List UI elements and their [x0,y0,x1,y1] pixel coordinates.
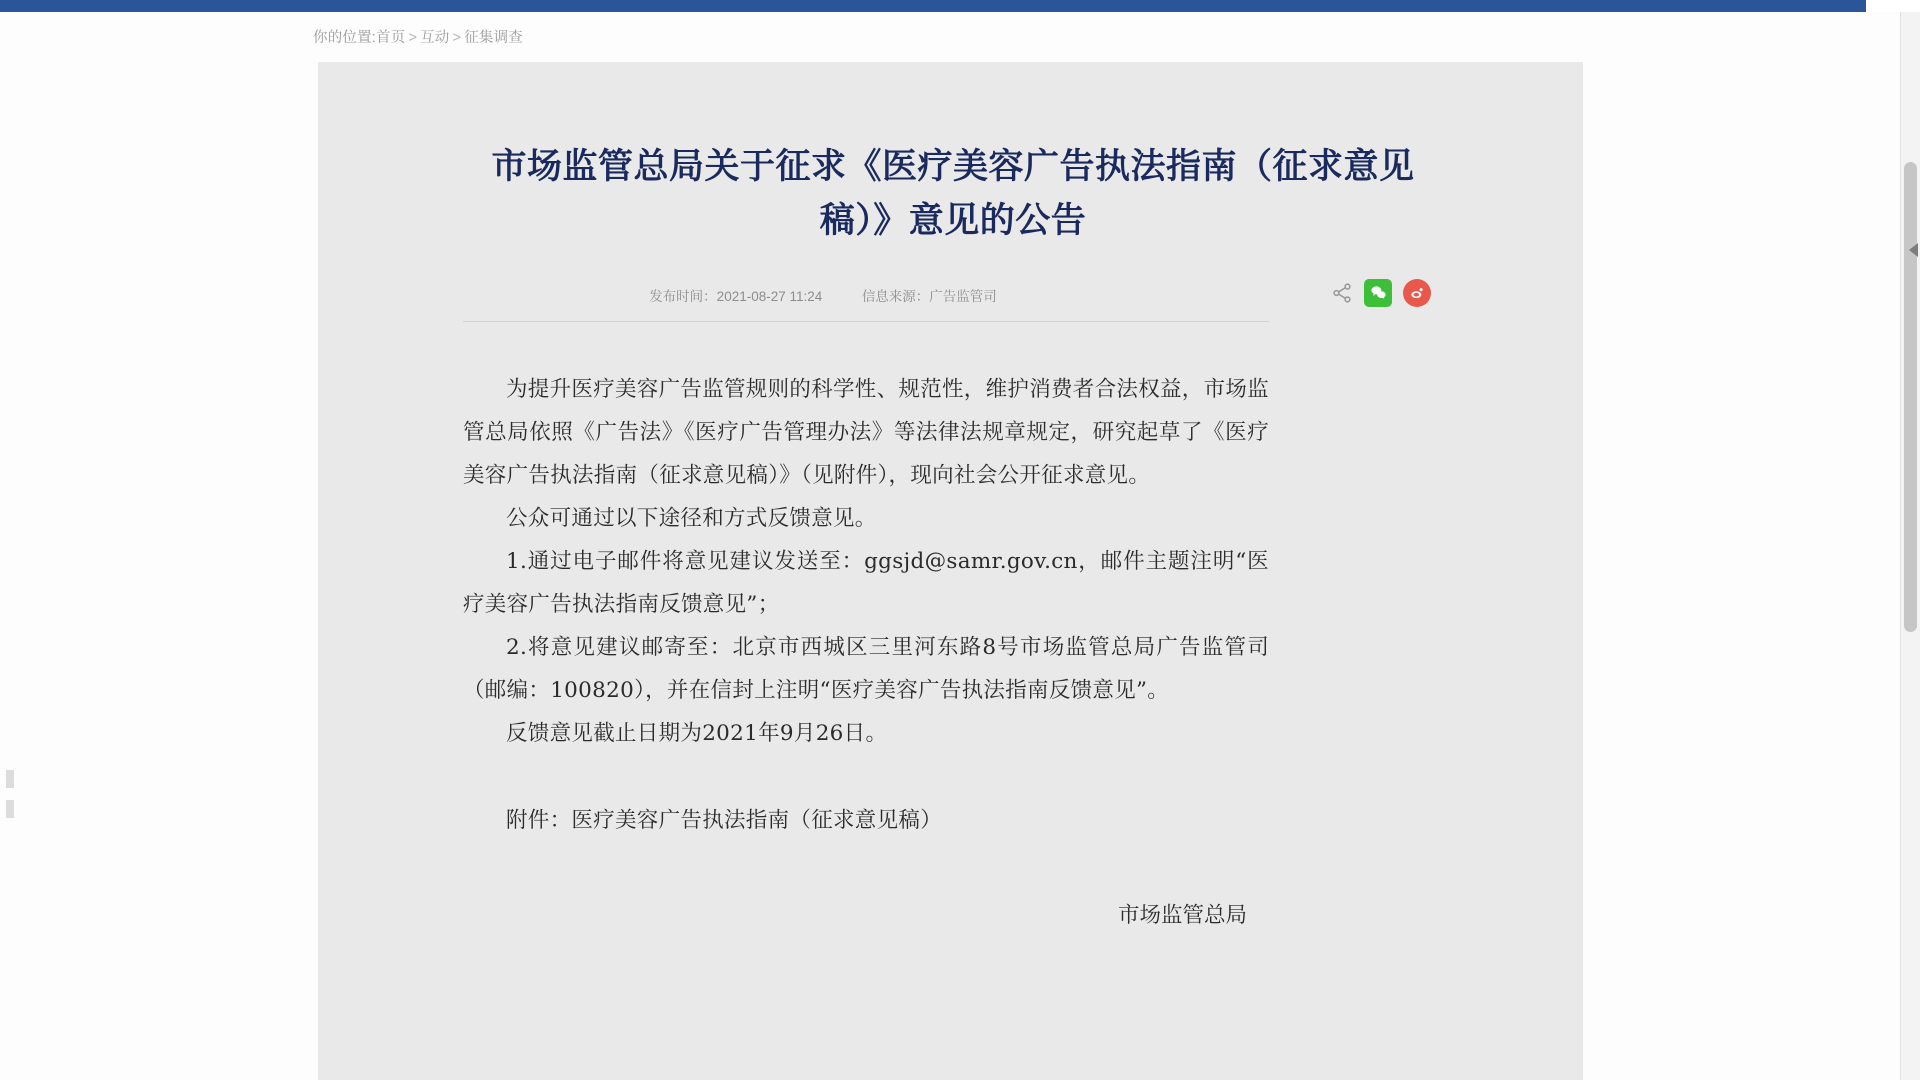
article-body [463,368,1269,842]
article-source: 信息来源：广告监管司 [861,288,997,304]
breadcrumb-item-home[interactable]: 首页 [376,30,406,46]
left-edge-mark-upper [6,770,14,788]
meta-divider [463,321,1269,322]
article-meta-row [463,279,1443,313]
wechat-share-icon[interactable] [1364,279,1392,307]
page-scrollbar-thumb[interactable] [1904,162,1917,632]
page-scrollbar[interactable] [1900,12,1920,1080]
article-paragraph-2: 公众可通过以下途径和方式反馈意见。 [506,505,877,531]
breadcrumb-separator-2: > [452,30,462,46]
publish-time: 发布时间：2021-08-27 11:24 [649,288,823,304]
article-paragraph-3: 1.通过电子邮件将意见建议发送至：ggsjd@samr.gov.cn，邮件主题注明“医疗美容广告执法指南反馈意见”； [463,548,1269,617]
page-title: 市场监管总局关于征求《医疗美容广告执法指南（征求意见稿）》意见的公告 [491,146,1415,242]
article-paragraph-4: 2.将意见建议邮寄至：北京市西城区三里河东路8号市场监管总局广告监管司（邮编：100820），并在信封上注明“医疗美容广告执法指南反馈意见”。 [463,634,1269,703]
breadcrumb-item-interaction[interactable]: 互动 [420,30,450,46]
breadcrumb-separator-1: > [408,30,418,46]
left-edge-mark-lower [6,800,14,818]
share-nodes-icon[interactable] [1331,282,1353,304]
article-card [318,62,1583,1080]
share-group [1331,279,1431,307]
breadcrumb-item-survey[interactable]: 征集调查 [464,30,523,46]
attachment-link[interactable]: 附件：医疗美容广告执法指南（征求意见稿） [506,807,943,833]
browser-top-bar [0,0,1920,12]
article-signature: 市场监管总局 [1117,902,1247,928]
article-meta-text [463,285,1183,305]
article-content [463,62,1443,929]
breadcrumb [313,26,523,47]
article-paragraph-1: 为提升医疗美容广告监管规则的科学性、规范性，维护消费者合法权益，市场监管总局依照《广告法》《医疗广告管理办法》等法律法规章规定，研究起草了《医疗美容广告执法指南（征求意见稿）》（见附件），现向社会公开征求意见。 [463,376,1270,488]
article-paragraph-5: 反馈意见截止日期为2021年9月26日。 [506,720,888,746]
browser-top-bar-right-gap [1866,0,1920,12]
weibo-share-icon[interactable] [1403,279,1431,307]
breadcrumb-prefix: 你的位置: [313,30,377,46]
scroll-position-caret-icon [1909,243,1918,257]
